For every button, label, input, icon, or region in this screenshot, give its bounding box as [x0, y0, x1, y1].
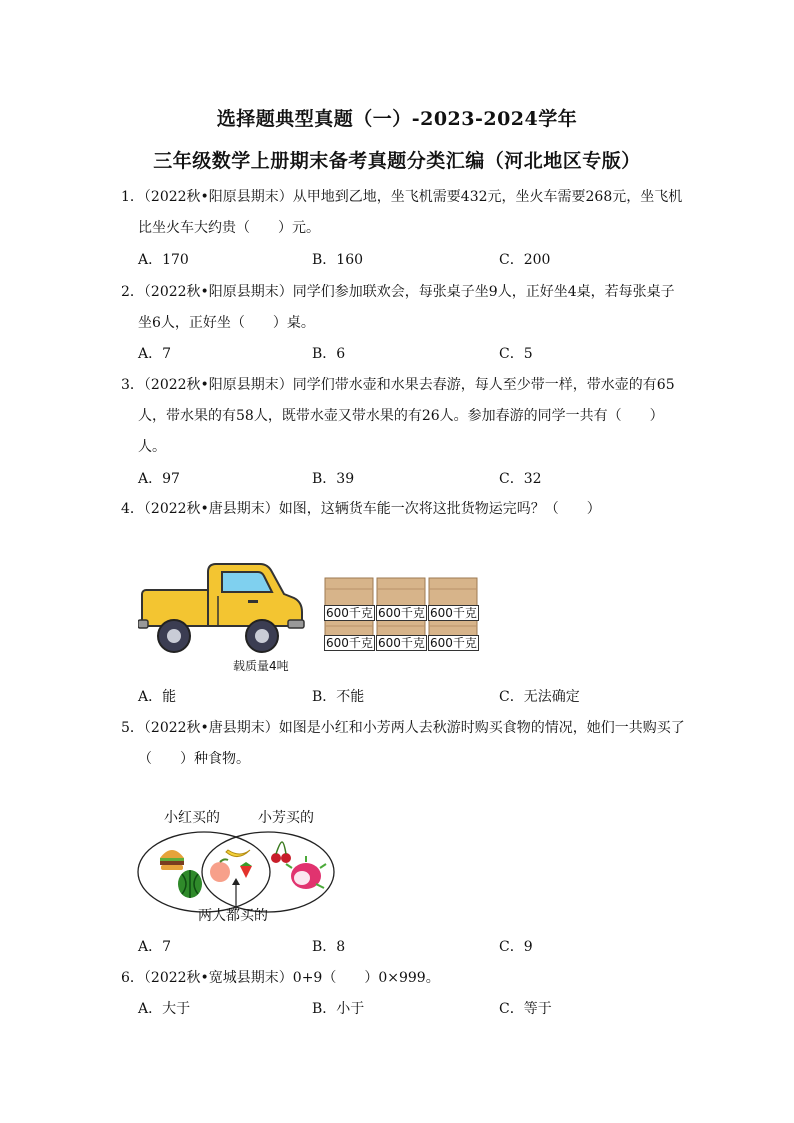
- question-3-line3: 人。: [138, 439, 166, 455]
- venn-label-both: 两人都买的: [198, 908, 268, 924]
- banana-icon: [226, 850, 250, 857]
- crate-label-6: 600千克: [430, 636, 477, 650]
- question-1-option-c: C．200: [499, 252, 551, 268]
- question-4-line1: 4．（2022秋•唐县期末）如图，这辆货车能一次将这批货物运完吗？（ ）: [121, 501, 601, 517]
- question-5-option-a: A．7: [138, 939, 172, 955]
- burger-icon: [160, 850, 184, 870]
- question-4-option-c: C．无法确定: [499, 689, 580, 705]
- question-2-option-b: B．6: [312, 346, 346, 362]
- question-6-line1: 6．（2022秋•宽城县期末）0+9（ ）0×999。: [121, 970, 440, 986]
- peach-icon: [210, 859, 230, 882]
- question-1-option-b: B．160: [312, 252, 364, 268]
- dragon-fruit-icon: [286, 856, 326, 889]
- truck-capacity-label: 载质量4吨: [233, 659, 289, 673]
- crate-label-2: 600千克: [378, 606, 425, 620]
- question-3-option-b: B．39: [312, 471, 355, 487]
- question-6-option-b: B．小于: [312, 1001, 365, 1017]
- question-3-line2: 人，带水果的有58人，既带水壶又带水果的有26人。参加春游的同学一共有（ ）: [138, 408, 664, 424]
- crate-label-4: 600千克: [326, 636, 373, 650]
- question-4-option-b: B．不能: [312, 689, 365, 705]
- crate-label-3: 600千克: [430, 606, 477, 620]
- question-1-option-a: A．170: [138, 252, 189, 268]
- venn-label-right: 小芳买的: [258, 810, 314, 826]
- question-4-option-a: A．能: [138, 689, 177, 705]
- question-2-line2: 坐6人，正好坐（ ）桌。: [138, 315, 315, 331]
- question-2-option-c: C．5: [499, 346, 533, 362]
- question-2-option-a: A．7: [138, 346, 172, 362]
- watermelon-icon: [178, 870, 202, 898]
- venn-label-left: 小红买的: [164, 810, 220, 826]
- question-2-line1: 2．（2022秋•阳原县期末）同学们参加联欢会，每张桌子坐9人，正好坐4桌，若每张桌子: [121, 284, 675, 300]
- question-1-line1: 1．（2022秋•阳原县期末）从甲地到乙地，坐飞机需要432元，坐火车需要268元，坐飞机: [121, 189, 683, 205]
- question-5-line1: 5．（2022秋•唐县期末）如图是小红和小芳两人去秋游时购买食物的情况，她们一共购买了: [121, 720, 685, 736]
- question-5-line2: （ ）种食物。: [138, 751, 250, 767]
- crates-figure: [323, 577, 479, 651]
- question-5-option-c: C．9: [499, 939, 533, 955]
- venn-left-circle: [138, 832, 270, 912]
- question-3-line1: 3．（2022秋•阳原县期末）同学们带水壶和水果去春游，每人至少带一样，带水壶的有65: [121, 377, 675, 393]
- question-5-option-b: B．8: [312, 939, 346, 955]
- question-3-option-a: A．97: [138, 471, 180, 487]
- truck-figure: [138, 560, 306, 660]
- page-title-line1: 选择题典型真题（一）-2023-2024学年: [216, 108, 578, 130]
- question-6-option-c: C．等于: [499, 1001, 552, 1017]
- crate-label-1: 600千克: [326, 606, 373, 620]
- question-3-option-c: C．32: [499, 471, 542, 487]
- question-6-option-a: A．大于: [138, 1001, 191, 1017]
- strawberry-icon: [240, 862, 252, 878]
- crate-label-5: 600千克: [378, 636, 425, 650]
- page-title-line2: 三年级数学上册期末备考真题分类汇编（河北地区专版）: [153, 150, 641, 172]
- cherry-icon: [271, 842, 291, 863]
- question-1-line2: 比坐火车大约贵（ ）元。: [138, 220, 320, 236]
